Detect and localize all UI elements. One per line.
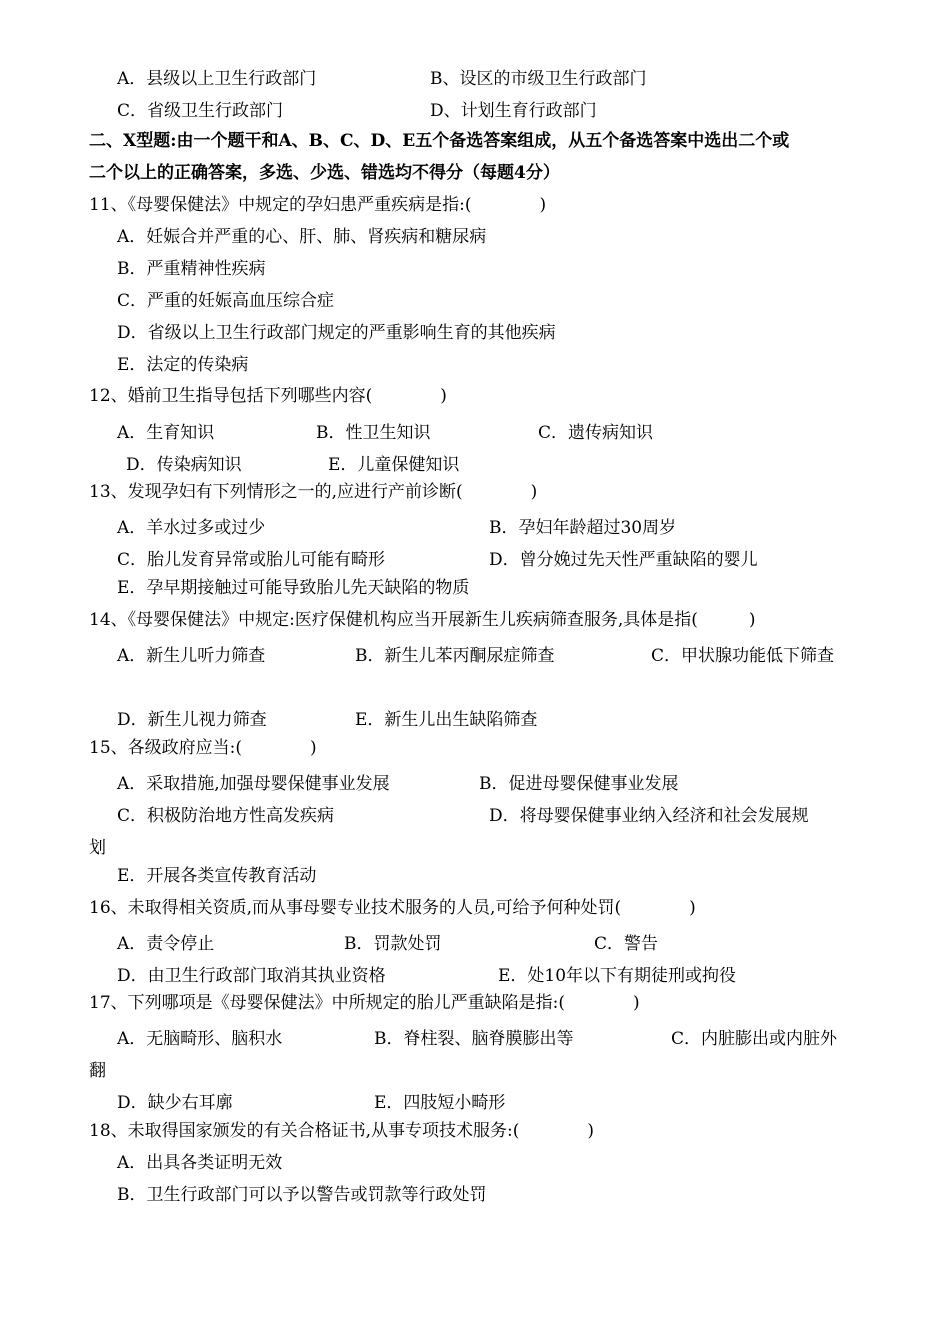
q15-stem: 15、各级政府应当:( ) xyxy=(89,738,317,758)
q14-option-e: E．新生儿出生缺陷筛查 xyxy=(355,710,538,730)
q15-option-d-continued: 划 xyxy=(89,838,106,858)
q17-option-b: B．脊柱裂、脑脊膜膨出等 xyxy=(374,1029,574,1049)
q12-option-b: B．性卫生知识 xyxy=(316,423,431,443)
q13-option-a: A．羊水过多或过少 xyxy=(117,518,266,538)
q16-option-d: D．由卫生行政部门取消其执业资格 xyxy=(117,966,386,986)
q12-option-a: A．生育知识 xyxy=(117,423,215,443)
q13-option-c: C．胎儿发育异常或胎儿可能有畸形 xyxy=(117,550,386,570)
q11-option-b: B．严重精神性疾病 xyxy=(117,259,266,279)
q15-option-a: A．采取措施,加强母婴保健事业发展 xyxy=(117,774,390,794)
q11-option-a: A．妊娠合并严重的心、肝、肺、肾疾病和糖尿病 xyxy=(117,227,487,247)
section-heading-line2: 二个以上的正确答案，多选、少选、错选均不得分（每题4分） xyxy=(89,163,560,183)
q17-option-a: A．无脑畸形、脑积水 xyxy=(117,1029,283,1049)
q14-option-c: C．甲状腺功能低下筛查 xyxy=(651,646,835,666)
q18-option-a: A．出具各类证明无效 xyxy=(117,1153,283,1173)
q12-stem: 12、婚前卫生指导包括下列哪些内容( ) xyxy=(89,386,447,406)
q15-option-d: D．将母婴保健事业纳入经济和社会发展规 xyxy=(489,806,809,826)
q12-option-c: C．遗传病知识 xyxy=(538,423,654,443)
q12-option-e: E．儿童保健知识 xyxy=(328,455,460,475)
q15-option-e: E．开展各类宣传教育活动 xyxy=(117,866,317,886)
q11-option-e: E．法定的传染病 xyxy=(117,355,249,375)
q13-option-e: E．孕早期接触过可能导致胎儿先天缺陷的物质 xyxy=(117,578,470,598)
q15-option-b: B．促进母婴保健事业发展 xyxy=(479,774,679,794)
q16-option-e: E．处10年以下有期徒刑或拘役 xyxy=(498,966,737,986)
q13-stem: 13、发现孕妇有下列情形之一的,应进行产前诊断( ) xyxy=(89,482,538,502)
q13-option-b: B．孕妇年龄超过30周岁 xyxy=(489,518,677,538)
q13-option-d: D．曾分娩过先天性严重缺陷的婴儿 xyxy=(489,550,758,570)
q14-option-d: D．新生儿视力筛查 xyxy=(117,710,267,730)
q16-stem: 16、未取得相关资质,而从事母婴专业技术服务的人员,可给予何种处罚( ) xyxy=(89,898,696,918)
q17-option-d: D．缺少右耳廓 xyxy=(117,1093,233,1113)
q16-option-a: A．责令停止 xyxy=(117,934,215,954)
q10-option-a: A．县级以上卫生行政部门 xyxy=(117,69,317,89)
q10-option-b: B、设区的市级卫生行政部门 xyxy=(430,69,647,89)
q11-stem: 11、《母婴保健法》中规定的孕妇患严重疾病是指:( ) xyxy=(89,195,547,215)
q11-option-d: D．省级以上卫生行政部门规定的严重影响生育的其他疾病 xyxy=(117,323,556,343)
q12-option-d: D．传染病知识 xyxy=(126,455,242,475)
q17-option-c: C．内脏膨出或内脏外 xyxy=(671,1029,838,1049)
q15-option-c: C．积极防治地方性高发疾病 xyxy=(117,806,335,826)
q11-option-c: C．严重的妊娠高血压综合症 xyxy=(117,291,335,311)
q16-option-c: C．警告 xyxy=(594,934,659,954)
q17-option-e: E．四肢短小畸形 xyxy=(374,1093,506,1113)
q14-stem: 14、《母婴保健法》中规定:医疗保健机构应当开展新生儿疾病筛查服务,具体是指( ) xyxy=(89,610,756,630)
q17-stem: 17、下列哪项是《母婴保健法》中所规定的胎儿严重缺陷是指:( ) xyxy=(89,993,640,1013)
q16-option-b: B．罚款处罚 xyxy=(344,934,442,954)
q18-option-b: B．卫生行政部门可以予以警告或罚款等行政处罚 xyxy=(117,1185,487,1205)
q14-option-a: A．新生儿听力筛查 xyxy=(117,646,266,666)
q18-stem: 18、未取得国家颁发的有关合格证书,从事专项技术服务:( ) xyxy=(89,1121,595,1141)
q10-option-c: C．省级卫生行政部门 xyxy=(117,101,284,121)
q14-option-b: B．新生儿苯丙酮尿症筛查 xyxy=(355,646,555,666)
section-heading-line1: 二、X型题:由一个题干和A、B、C、D、E五个备选答案组成，从五个备选答案中选出二个或 xyxy=(89,131,790,151)
q10-option-d: D、计划生育行政部门 xyxy=(430,101,597,121)
q17-option-c-continued: 翻 xyxy=(89,1061,106,1081)
